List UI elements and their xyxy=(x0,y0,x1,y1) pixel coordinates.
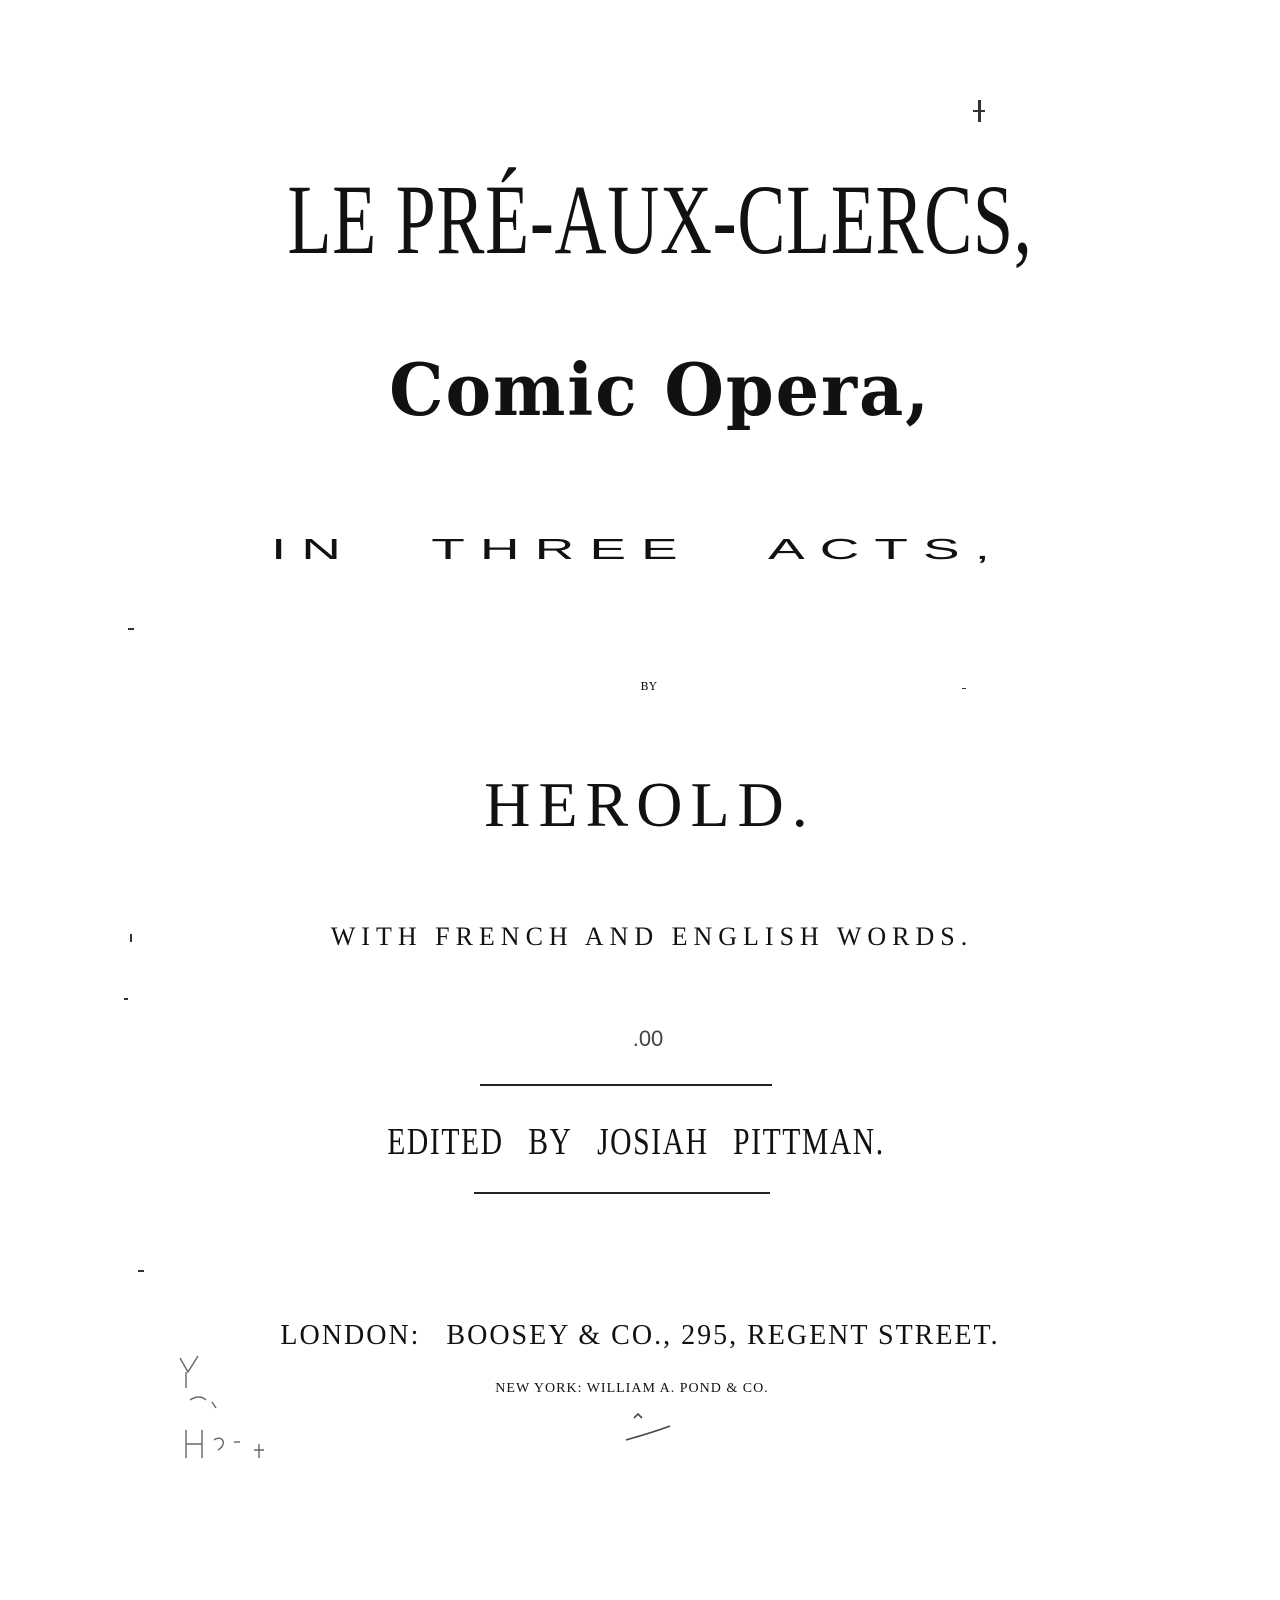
pencil-shelfmark-drawing xyxy=(150,1330,300,1470)
genre-subtitle: Comic Opera, xyxy=(389,347,931,432)
divider-bottom xyxy=(474,1192,770,1194)
price-mark: .00 xyxy=(632,1026,664,1051)
agent-line: NEW YORK: WILLIAM A. POND & CO. xyxy=(495,1381,769,1396)
acts-word-three: THREE xyxy=(431,533,693,566)
opera-title: LE PRÉ-AUX-CLERCS, xyxy=(287,164,1033,275)
acts-word-in: IN xyxy=(271,533,357,566)
publisher-city: LONDON: xyxy=(280,1320,421,1351)
scan-speck-left-1 xyxy=(128,628,134,630)
scan-speck-left-4 xyxy=(138,1270,144,1272)
editor-line xyxy=(137,1118,1135,1166)
scan-speck-left-3 xyxy=(124,998,128,1000)
acts-word-acts: ACTS, xyxy=(768,533,1005,566)
publisher-firm: BOOSEY & CO., 295, REGENT STREET. xyxy=(446,1320,1000,1351)
scan-speck-top-right-bar xyxy=(973,110,985,112)
editor-word-by: BY xyxy=(528,1121,573,1163)
editor-word-josiah: JOSIAH xyxy=(597,1121,709,1163)
scan-speck-right xyxy=(962,688,966,689)
divider-top xyxy=(480,1084,772,1086)
editor-word-edited: EDITED xyxy=(387,1121,504,1163)
by-label: BY xyxy=(640,680,658,693)
scan-speck-left-2 xyxy=(130,934,132,942)
language-note: WITH FRENCH AND ENGLISH WORDS. xyxy=(330,922,974,951)
acts-line xyxy=(0,534,1280,567)
composer-name: HEROLD. xyxy=(484,769,816,840)
pencil-squiggle-drawing xyxy=(620,1410,680,1450)
editor-word-pittman: PITTMAN. xyxy=(733,1121,885,1163)
